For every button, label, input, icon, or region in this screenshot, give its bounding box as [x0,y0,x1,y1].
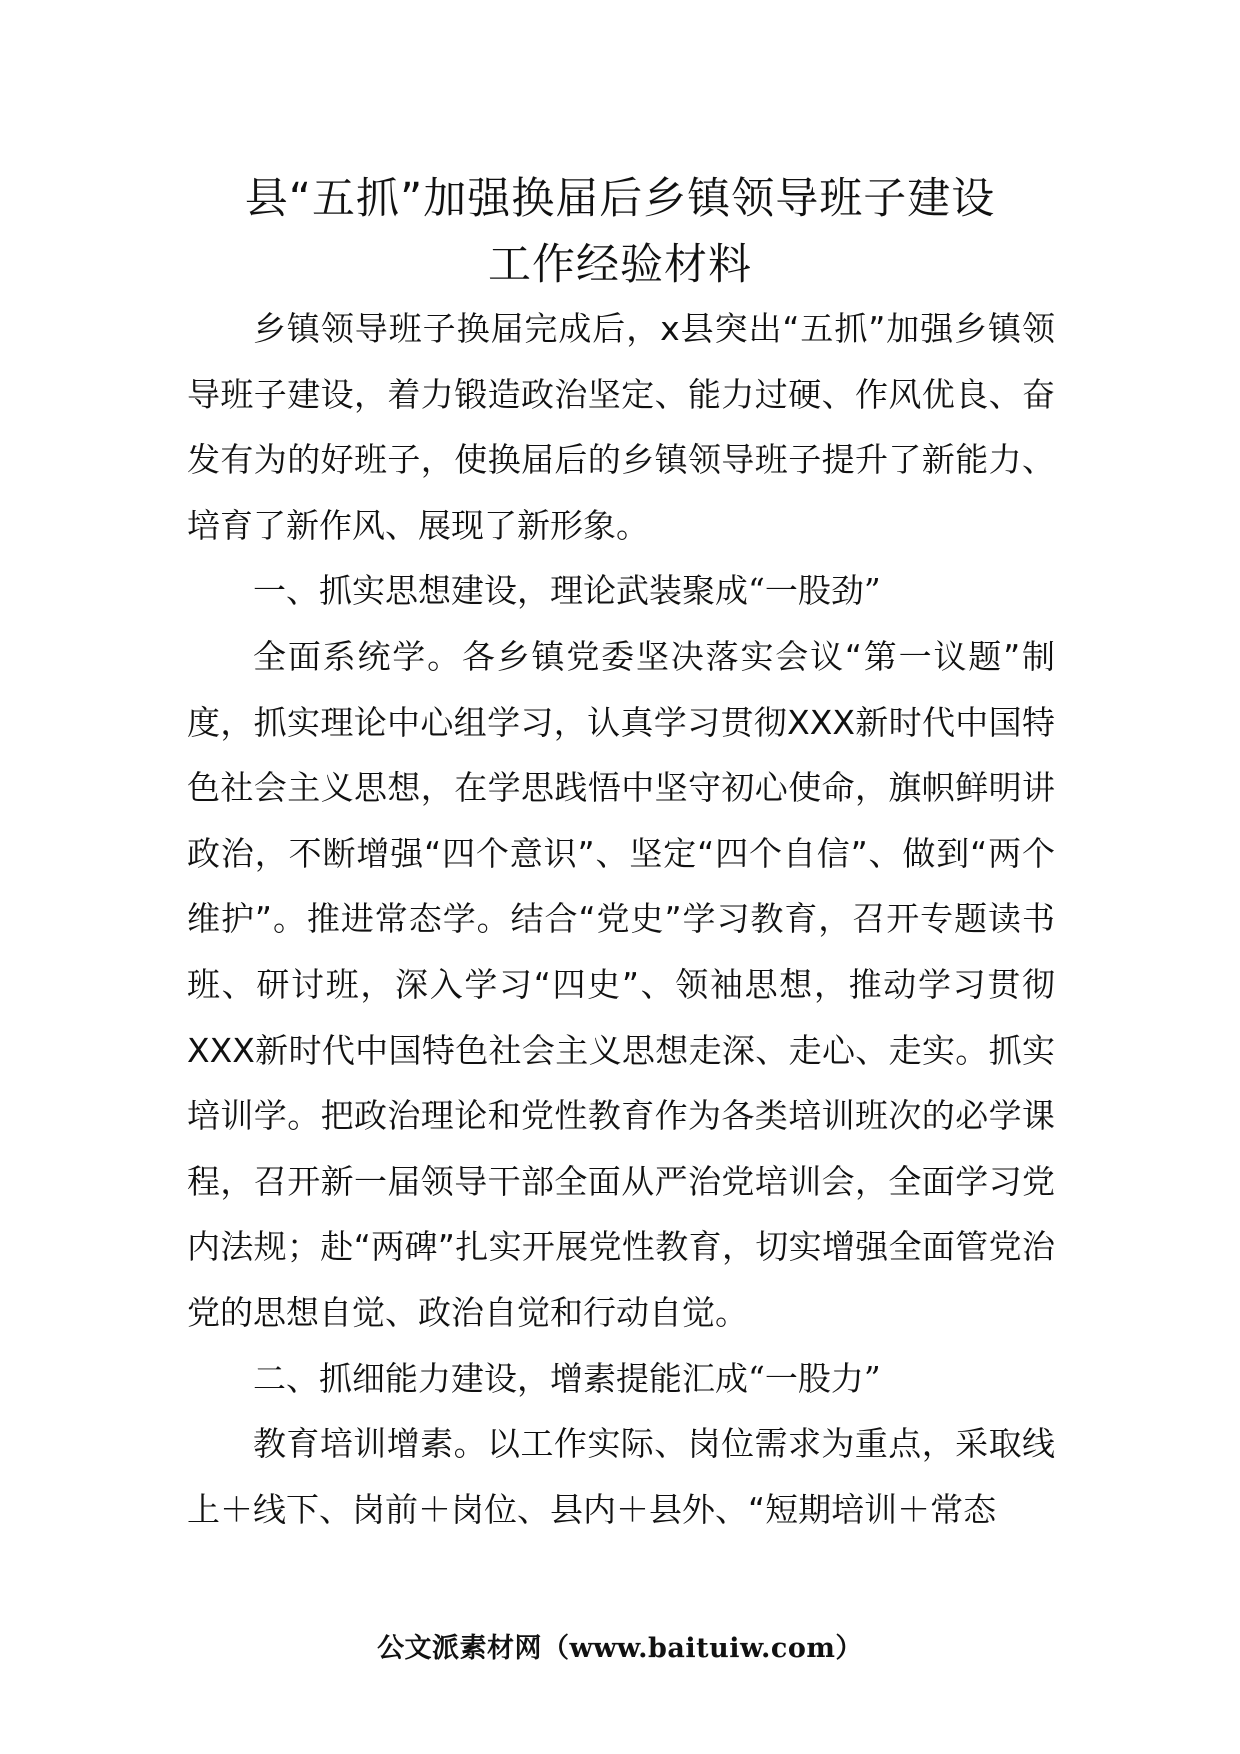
document-title-line-1: 县“五抓”加强换届后乡镇领导班子建设 [244,174,996,224]
section-heading-2: 二、抓细能力建设，增素提能汇成“一股力” [253,1358,881,1398]
section-2-paragraph: 教育培训增素。以工作实际、岗位需求为重点，采取线上＋线下、岗前＋岗位、县内＋县外、“短期培训＋常态 [187,1424,1055,1529]
footer-watermark: 公文派素材网（www.baituiw.com） [377,1633,863,1664]
section-heading-1: 一、抓实思想建设，理论武装聚成“一股劲” [253,571,881,611]
document-body [187,296,1055,1542]
intro-paragraph: 乡镇领导班子换届完成后，x县突出“五抓”加强乡镇领导班子建设，着力锻造政治坚定、能力过硬、作风优良、奋发有为的好班子，使换届后的乡镇领导班子提升了新能力、培育了新作风、展现了新形象。 [187,309,1055,545]
document-title-line-2: 工作经验材料 [488,240,752,290]
section-1-paragraph: 全面系统学。各乡镇党委坚决落实会议“第一议题”制度，抓实理论中心组学习，认真学习贯彻XXX新时代中国特色社会主义思想，在学思践悟中坚守初心使命，旗帜鲜明讲政治，不断增强“四个意识”、坚定“四个自信”、做到“两个维护”。推进常态学。结合“党史”学习教育，召开专题读书班、研讨班，深入学习“四史”、领袖思想，推动学习贯彻XXX新时代中国特色社会主义思想走深、走心、走实。抓实培训学。把政治理论和党性教育作为各类培训班次的必学课程，召开新一届领导干部全面从严治党培训会，全面学习党内法规；赴“两碑”扎实开展党性教育，切实增强全面管党治党的思想自觉、政治自觉和行动自觉。 [187,636,1055,1332]
